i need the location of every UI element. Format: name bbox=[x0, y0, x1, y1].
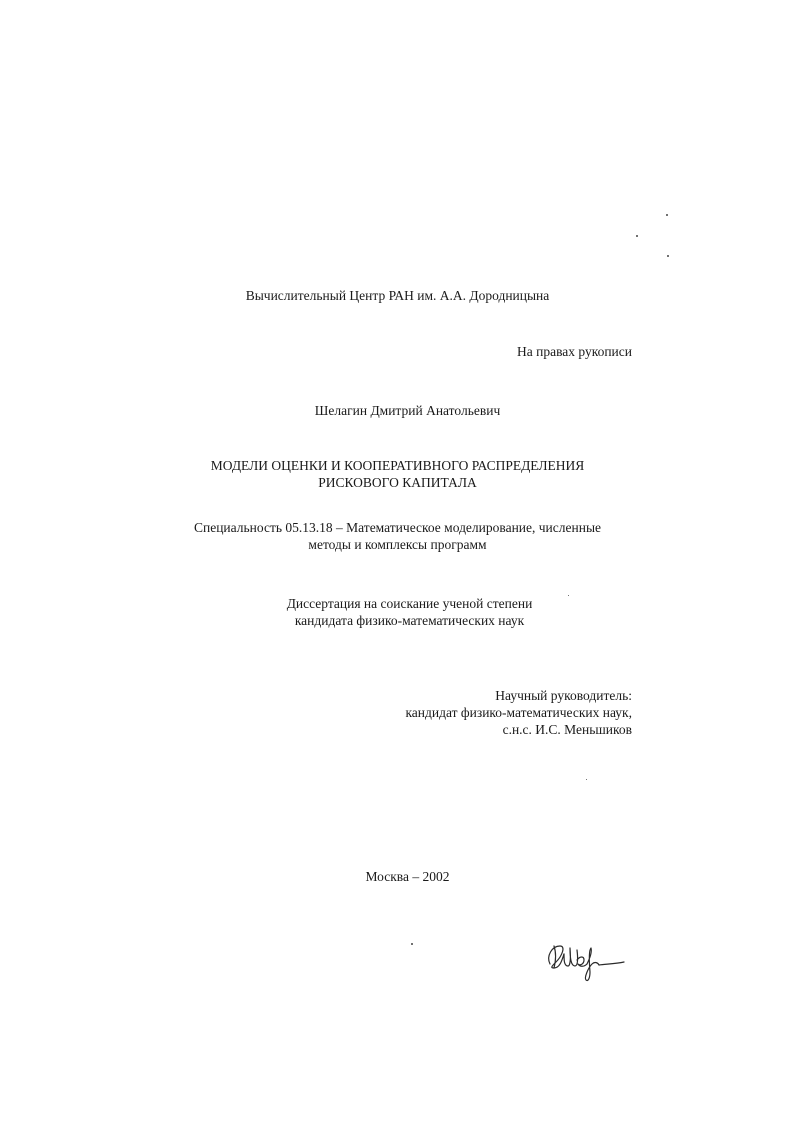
title-line-1: МОДЕЛИ ОЦЕНКИ И КООПЕРАТИВНОГО РАСПРЕДЕЛЕНИЯ bbox=[210, 458, 585, 473]
rights-notice: На правах рукописи bbox=[516, 344, 632, 359]
scan-speck bbox=[636, 235, 638, 237]
scan-speck bbox=[568, 595, 569, 596]
advisor-name: с.н.с. И.С. Меньшиков bbox=[502, 722, 632, 737]
institution-name: Вычислительный Центр РАН им. А.А. Дородницына bbox=[245, 288, 550, 303]
specialty-line-2: методы и комплексы программ bbox=[308, 537, 487, 552]
scan-speck bbox=[667, 255, 669, 257]
advisor-label: Научный руководитель: bbox=[495, 688, 632, 703]
scan-speck bbox=[586, 779, 587, 780]
title-line-2: РИСКОВОГО КАПИТАЛА bbox=[318, 475, 477, 490]
dissertation-line-1: Диссертация на соискание ученой степени bbox=[286, 596, 533, 611]
author-name: Шелагин Дмитрий Анатольевич bbox=[314, 403, 501, 418]
scan-speck bbox=[411, 943, 413, 945]
place-year: Москва – 2002 bbox=[365, 869, 450, 884]
handwritten-signature-icon bbox=[540, 938, 630, 986]
specialty-line-1: Специальность 05.13.18 – Математическое моделирование, численные bbox=[193, 520, 602, 535]
dissertation-line-2: кандидата физико-математических наук bbox=[294, 613, 525, 628]
advisor-degree: кандидат физико-математических наук, bbox=[405, 705, 632, 720]
scan-speck bbox=[666, 214, 668, 216]
